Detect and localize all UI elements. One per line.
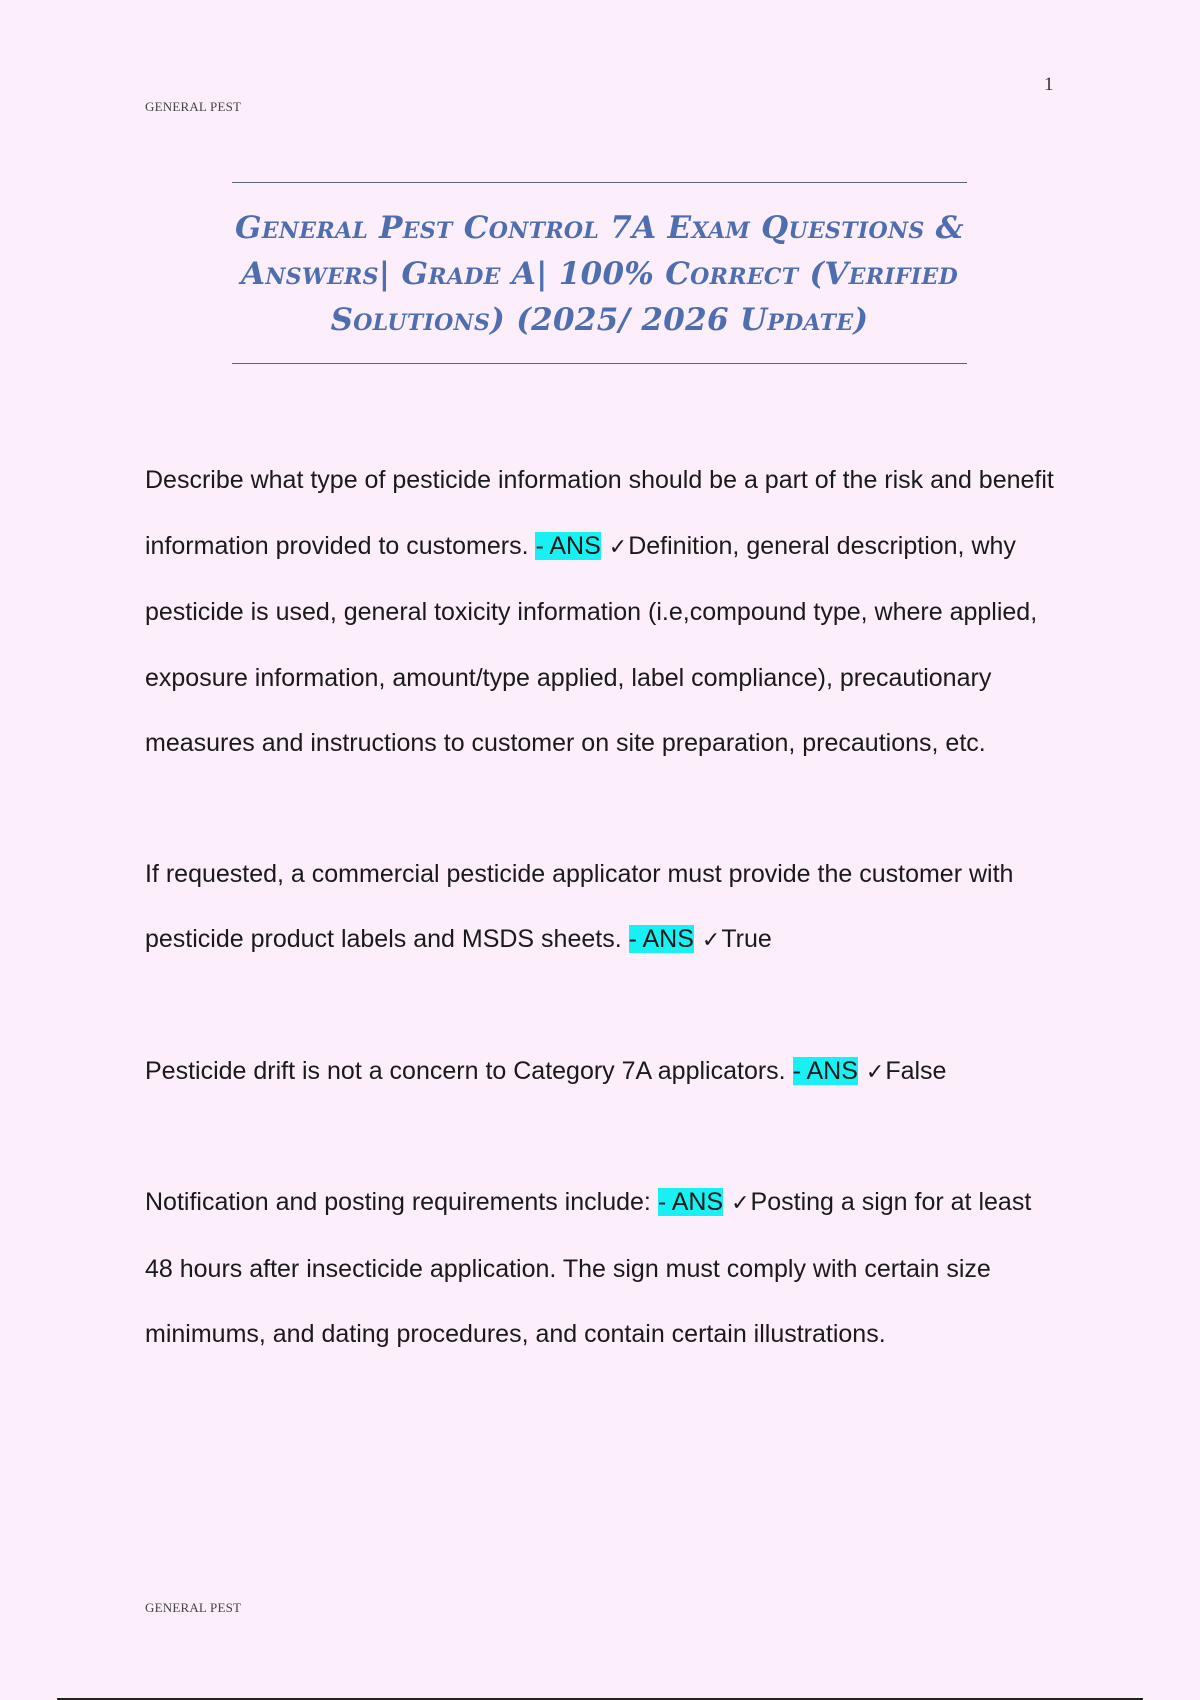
title-block <box>232 182 967 364</box>
question-text: Describe what type of pesticide information should be a part of the risk and benefit information provided to customers. <box>145 466 1054 560</box>
question-text: Notification and posting requirements include: <box>145 1188 651 1216</box>
answer-marker: - ANS <box>657 1188 724 1216</box>
qa-list <box>145 448 1065 1433</box>
check-icon: ✓ <box>608 534 628 560</box>
answer-marker: - ANS <box>535 531 601 560</box>
page-number: 1 <box>1044 74 1054 95</box>
running-header-next-page: GENERAL PEST <box>145 1600 242 1615</box>
answer-marker: - ANS <box>792 1056 858 1085</box>
document-title <box>232 205 967 343</box>
answer-marker: - ANS <box>628 925 694 953</box>
qa-item <box>145 448 1065 777</box>
qa-item <box>145 1039 1065 1106</box>
answer-text: False <box>885 1056 947 1085</box>
title-line-1: General Pest Control 7A Exam Questions & <box>235 210 964 246</box>
answer-text: Posting a sign for at least 48 hours after insecticide application. The sign must comply with certain size minimums, and dating procedures, and contain certain illustrations. <box>145 1188 1032 1348</box>
running-header: GENERAL PEST <box>145 99 242 114</box>
question-text: Pesticide drift is not a concern to Category 7A applicators. <box>145 1056 786 1085</box>
title-line-2: Answers| Grade A| 100% Correct (Verified <box>241 256 958 292</box>
check-icon: ✓ <box>701 928 721 953</box>
check-icon: ✓ <box>731 1191 750 1216</box>
question-text: If requested, a commercial pesticide applicator must provide the customer with pesticide product labels and MSDS sheets. <box>145 859 1014 953</box>
answer-text: True <box>721 925 772 953</box>
answer-text: Definition, general description, why pesticide is used, general toxicity information (i.e,compound type, where applied, exposure information, amount/type applied, label compliance), precautionary measures and instructions to customer on site preparation, precautions, etc. <box>145 531 1038 757</box>
qa-item <box>145 842 1065 974</box>
check-icon: ✓ <box>865 1059 885 1085</box>
title-line-3: Solutions) (2025/ 2026 Update) <box>330 302 869 338</box>
qa-item <box>145 1170 1065 1368</box>
